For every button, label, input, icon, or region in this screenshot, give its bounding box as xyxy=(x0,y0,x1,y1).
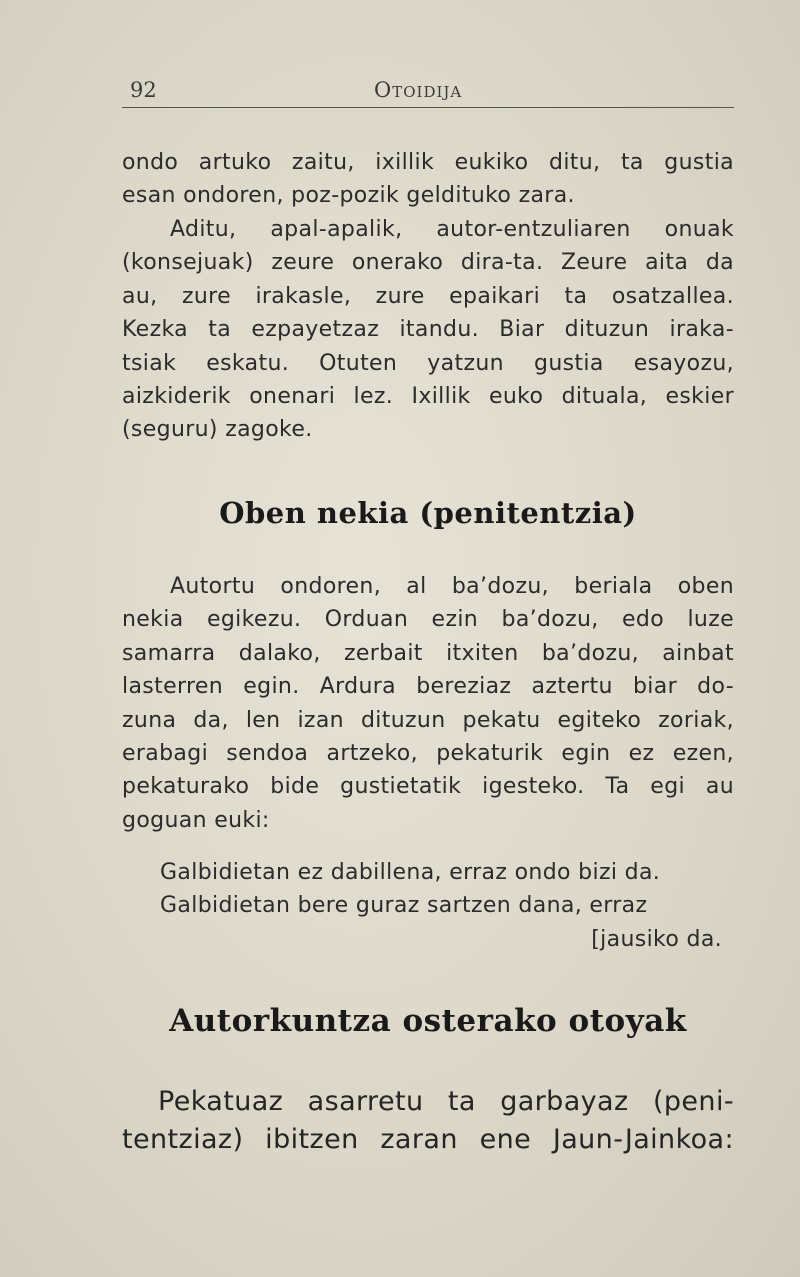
page-number: 92 xyxy=(130,78,157,102)
verse-block xyxy=(160,856,734,956)
running-title: Otoidija xyxy=(374,78,463,102)
paragraph-line: Pekatuaz asarretu ta garbayaz (peni- xyxy=(158,1086,734,1117)
paragraph-3 xyxy=(122,570,734,837)
paragraph-line: tsiak eskatu. Otuten yatzun gustia esayozu, xyxy=(122,350,734,376)
paragraph-line: Kezka ta ezpayetzaz itandu. Biar dituzun iraka- xyxy=(122,317,734,343)
paragraph-line: samarra dalako, zerbait itxiten ba’dozu, ainbat xyxy=(122,640,734,666)
paragraph-line: pekaturako bide gustietatik igesteko. Ta egi au xyxy=(122,774,734,800)
verse-line: [jausiko da. xyxy=(591,926,722,952)
paragraph-4 xyxy=(122,1083,734,1159)
paragraph-line: (seguru) zagoke. xyxy=(122,417,313,443)
paragraph-line: tentziaz) ibitzen zaran ene Jaun-Jainkoa: xyxy=(122,1124,734,1155)
verse-line: Galbidietan bere guraz sartzen dana, erraz xyxy=(160,893,648,919)
paragraph-line: (konsejuak) zeure onerako dira-ta. Zeure aita da xyxy=(122,250,734,276)
section-heading-penitence: Oben nekia (penitentzia) xyxy=(219,496,637,530)
paragraph-1 xyxy=(122,146,734,213)
paragraph-line: nekia egikezu. Orduan ezin ba’dozu, edo luze xyxy=(122,607,734,633)
verse-line: Galbidietan ez dabillena, erraz ondo bizi da. xyxy=(160,860,661,885)
paragraph-line: au, zure irakasle, zure epaikari ta osatzallea. xyxy=(122,283,734,309)
paragraph-line: Autortu ondoren, al ba’dozu, beriala oben xyxy=(170,574,734,599)
page-header xyxy=(122,70,734,110)
paragraph-line: lasterren egin. Ardura bereziaz aztertu biar do- xyxy=(122,674,734,700)
paragraph-line: goguan euki: xyxy=(122,807,270,833)
paragraph-line: zuna da, len izan dituzun pekatu egiteko zoriak, xyxy=(122,707,734,733)
paragraph-line: erabagi sendoa artzeko, pekaturik egin ez ezen, xyxy=(122,741,734,767)
paragraph-line: Aditu, apal-apalik, autor-entzuliaren onuak xyxy=(170,217,734,242)
paragraph-line: ondo artuko zaitu, ixillik eukiko ditu, ta gustia xyxy=(122,150,734,175)
header-rule xyxy=(122,107,734,108)
paragraph-line: esan ondoren, poz-pozik geldituko zara. xyxy=(122,183,575,209)
section-heading-prayers: Autorkuntza osterako otoyak xyxy=(169,1003,687,1039)
paragraph-2 xyxy=(122,213,734,447)
paragraph-line: aizkiderik onenari lez. Ixillik euko dituala, eskier xyxy=(122,384,734,410)
